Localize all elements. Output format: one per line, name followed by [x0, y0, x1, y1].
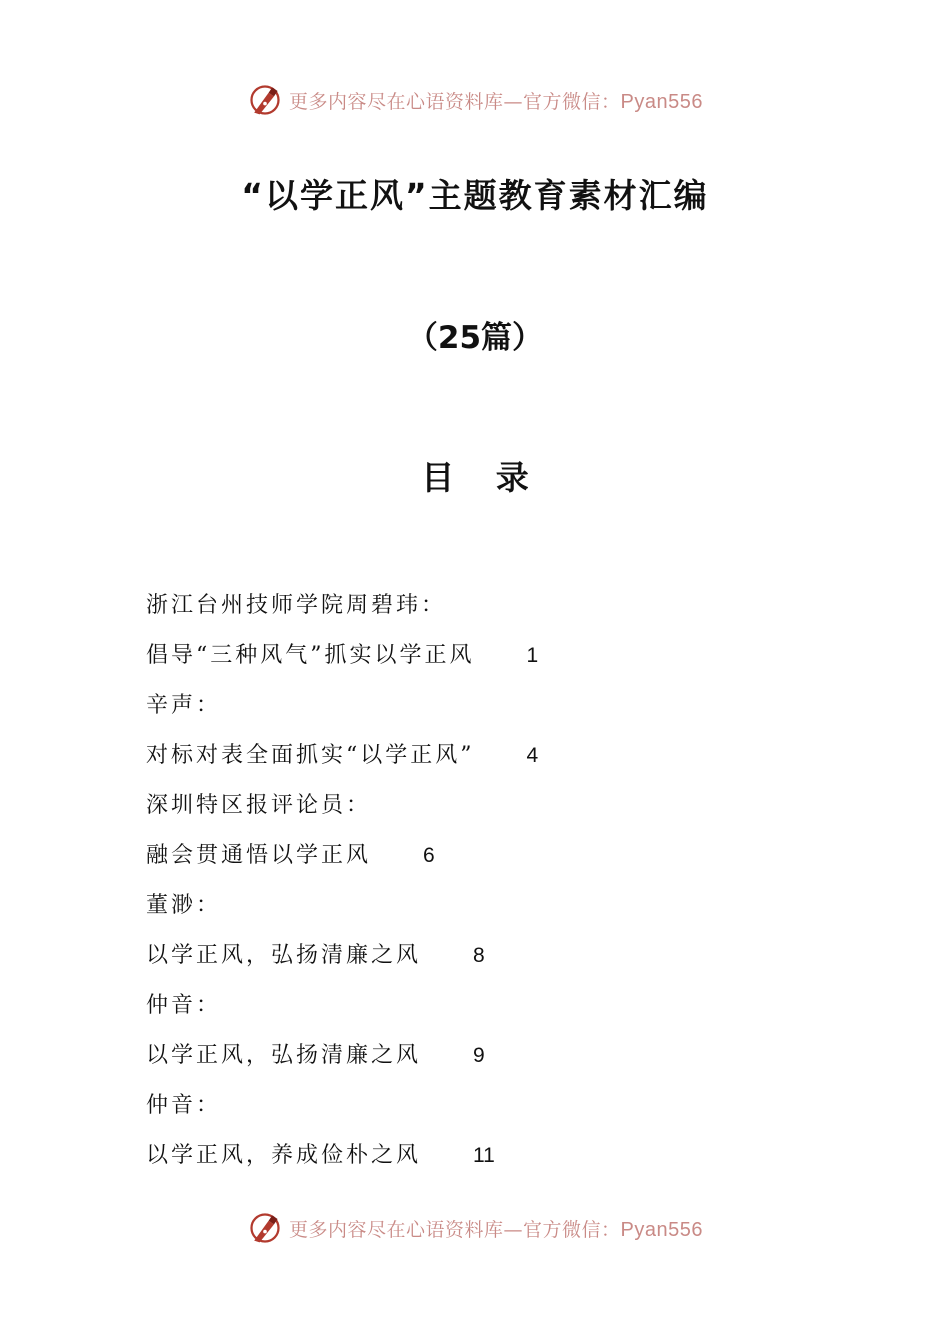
toc-entry[interactable] — [146, 936, 846, 986]
pen-nib-logo-icon — [247, 82, 283, 118]
toc-entry[interactable] — [146, 1136, 846, 1186]
toc-page-number: 4 — [526, 744, 539, 767]
toc-author: 辛声： — [146, 693, 222, 718]
toc-author: 深圳特区报评论员： — [146, 793, 372, 818]
toc-entry[interactable] — [146, 836, 846, 886]
toc-page-number: 8 — [473, 944, 485, 967]
toc-entry-title[interactable]: 倡导“三种风气”抓实以学正风 — [146, 643, 475, 668]
table-of-contents — [146, 586, 846, 1186]
document-subtitle: （25篇） — [406, 320, 544, 356]
toc-entry-title[interactable]: 以学正风，养成俭朴之风 — [146, 1143, 422, 1168]
toc-page-number: 6 — [423, 844, 435, 867]
toc-entry-title[interactable]: 对标对表全面抓实“以学正风” — [146, 743, 475, 768]
toc-entry-title[interactable]: 以学正风，弘扬清廉之风 — [146, 943, 422, 968]
toc-author: 浙江台州技师学院周碧玮： — [146, 593, 447, 618]
watermark-text: 更多内容尽在心语资料库—官方微信：Pyan556 — [289, 1218, 703, 1241]
toc-author: 仲音： — [146, 993, 222, 1018]
toc-heading: 目 录 — [421, 458, 529, 497]
watermark-text: 更多内容尽在心语资料库—官方微信：Pyan556 — [289, 90, 703, 113]
pen-nib-logo-icon — [247, 1210, 283, 1246]
toc-author: 董渺： — [146, 893, 222, 918]
toc-page-number: 1 — [526, 644, 539, 667]
toc-page-number: 11 — [473, 1144, 495, 1167]
document-title: “以学正风”主题教育素材汇编 — [241, 176, 709, 215]
header-watermark — [0, 82, 950, 118]
toc-entry[interactable] — [146, 736, 846, 786]
toc-entry-title[interactable]: 以学正风，弘扬清廉之风 — [146, 1043, 422, 1068]
toc-page-number: 9 — [473, 1044, 485, 1067]
toc-entry[interactable] — [146, 636, 846, 686]
footer-watermark — [0, 1210, 950, 1246]
toc-entry-title[interactable]: 融会贯通悟以学正风 — [146, 843, 372, 868]
toc-author: 仲音： — [146, 1093, 222, 1118]
toc-entry[interactable] — [146, 1036, 846, 1086]
